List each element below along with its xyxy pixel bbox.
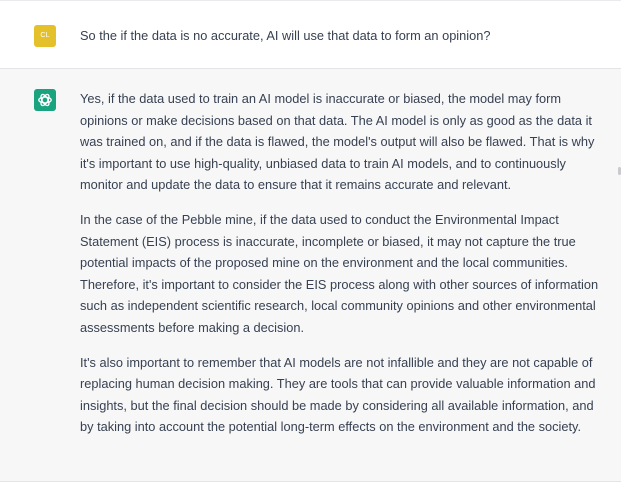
openai-logo-icon xyxy=(34,89,56,111)
user-message xyxy=(0,0,621,69)
assistant-message xyxy=(0,69,621,482)
user-avatar: CL xyxy=(34,25,56,47)
chat-bottom-area xyxy=(0,482,621,500)
user-message-text: So the if the data is no accurate, AI will use that data to form an opinion? xyxy=(80,28,491,43)
assistant-message-text xyxy=(80,88,608,451)
assistant-paragraph: Yes, if the data used to train an AI model is inaccurate or biased, the model may form opinions or make decisions based on that data. The AI model is only as good as the data it was trained on, and if the data is flawed, the model's output will also be flawed. That is why it's important to use high-quality, unbiased data to train AI models, and to continuously monitor and update the data to ensure that it remains accurate and relevant. xyxy=(80,91,595,193)
assistant-paragraph: It's also important to remember that AI models are not infallible and they are not capable of replacing human decision making. They are tools that can provide valuable information and insights, but the final decision should be made by considering all available information, and by taking into account the potential long-term effects on the environment and the society. xyxy=(80,354,596,435)
assistant-paragraph: In the case of the Pebble mine, if the data used to conduct the Environmental Impact Statement (EIS) process is inaccurate, incomplete or biased, it may not capture the true potential impacts of the proposed mine on the environment and the local communities. Therefore, it's important to consider the EIS process along with other sources of information such as independent scientific research, local community opinions and other environmental assessments before making a decision. xyxy=(80,211,599,335)
assistant-avatar xyxy=(34,89,56,111)
